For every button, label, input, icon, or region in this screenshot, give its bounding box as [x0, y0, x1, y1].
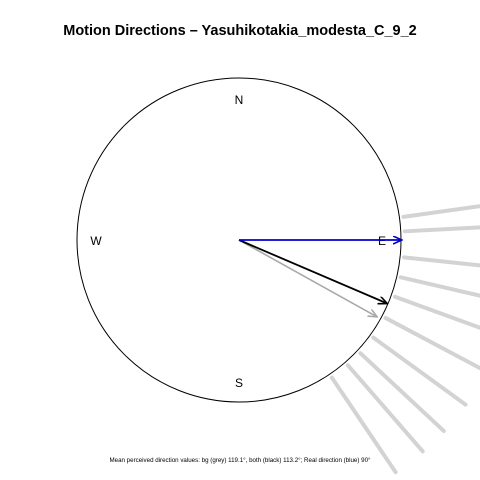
- individual-responses: [332, 201, 480, 472]
- compass-label-west: W: [90, 234, 102, 248]
- compass-label-north: N: [234, 93, 244, 107]
- chart-title: Motion Directions – Yasuhikotakia_modesta_C_9_2: [63, 23, 417, 39]
- response-line-2: [404, 257, 480, 269]
- response-line-0: [403, 201, 480, 217]
- response-line-3: [401, 277, 480, 303]
- arrow-bg: [239, 240, 376, 316]
- compass-label-south: S: [234, 376, 244, 390]
- mean-direction-arrows: [239, 240, 401, 316]
- compass-label-east: E: [377, 234, 387, 248]
- arrow-both: [239, 240, 386, 303]
- chart-caption: Mean perceived direction values: bg (grey) 119.1°, both (black) 113.2°; Real direction (blue) 90°: [109, 457, 371, 464]
- response-line-1: [405, 225, 480, 231]
- response-line-5: [386, 318, 480, 372]
- response-line-6: [373, 338, 465, 405]
